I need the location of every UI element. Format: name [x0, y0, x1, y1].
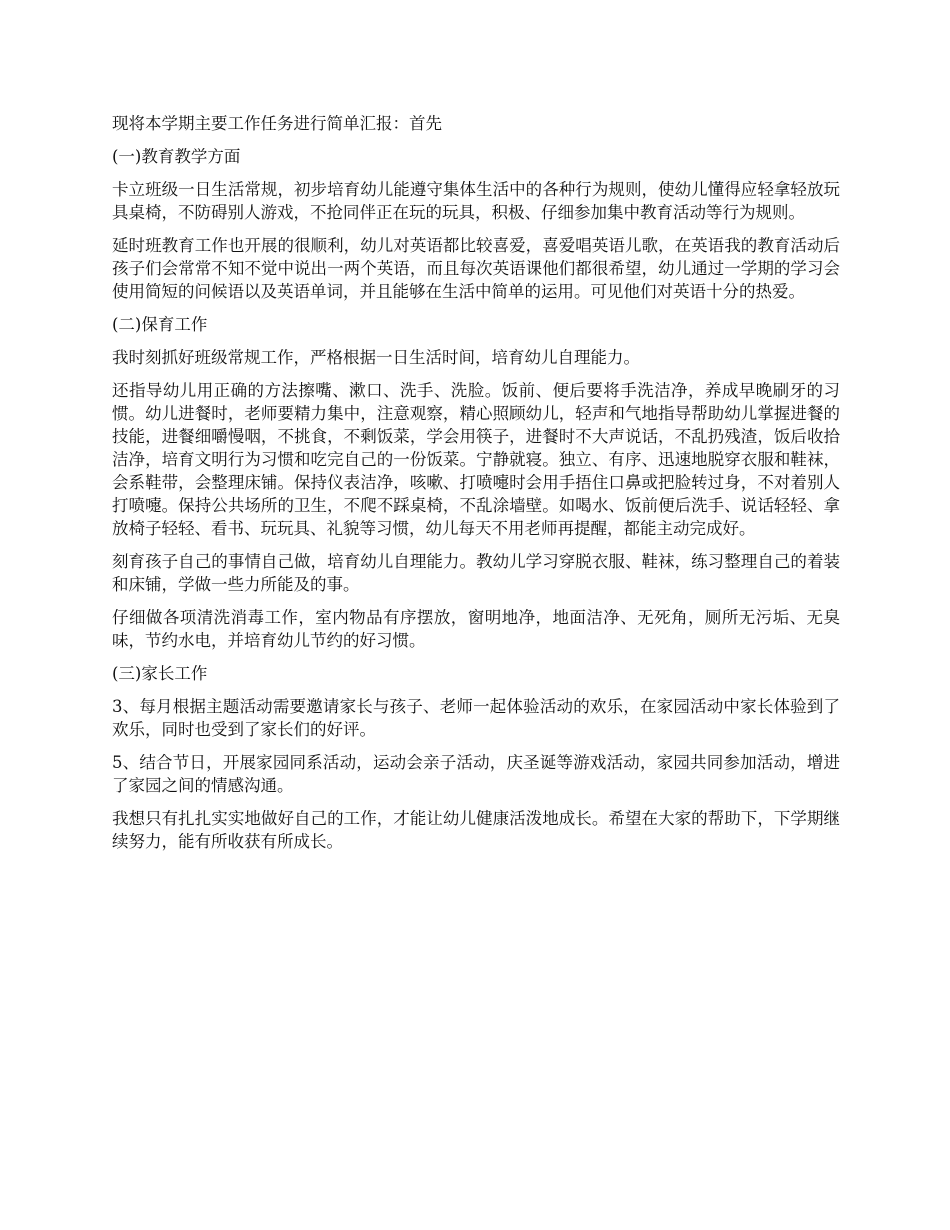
teaching-paragraph-routine: 卡立班级一日生活常规，初步培育幼儿能遵守集体生活中的各种行为规则，使幼儿懂得应轻拿轻放玩具桌椅，不防碍别人游戏，不抢同伴正在玩的玩具，积极、仔细参加集中教育活动等行为规则。 — [112, 180, 840, 222]
section-heading-teaching: (一)教育教学方面 — [112, 147, 241, 166]
section-heading-care: (二)保育工作 — [112, 315, 208, 334]
intro-paragraph: 现将本学期主要工作任务进行简单汇报：首先 — [112, 114, 442, 133]
care-paragraph-selfcare: 刻育孩子自己的事情自己做，培育幼儿自理能力。教幼儿学习穿脱衣服、鞋袜，练习整理自己的着装和床铺，学做一些力所能及的事。 — [112, 552, 840, 594]
care-paragraph-routine: 我时刻抓好班级常规工作，严格根据一日生活时间，培育幼儿自理能力。 — [112, 348, 640, 367]
section-heading-parents: (三)家长工作 — [112, 664, 208, 683]
care-paragraph-hygiene: 还指导幼儿用正确的方法擦嘴、漱口、洗手、洗脸。饭前、便后要将手洗洁净，养成早晚刷牙的习惯。幼儿进餐时，老师要精力集中，注意观察，精心照顾幼儿，轻声和气地指导帮助幼儿掌握进餐的技能，进餐细嚼慢咽，不挑食，不剩饭菜，学会用筷子，进餐时不大声说话，不乱扔残渣，饭后收拾洁净，培育文明行为习惯和吃完自己的一份饭菜。宁静就寝。独立、有序、迅速地脱穿衣服和鞋袜，会系鞋带，会整理床铺。保持仪表洁净，咳嗽、打喷嚏时会用手捂住口鼻或把脸转过身，不对着别人打喷嚏。保持公共场所的卫生，不爬不踩桌椅，不乱涂墙壁。如喝水、饭前便后洗手、说话轻轻、拿放椅子轻轻、看书、玩玩具、礼貌等习惯，幼儿每天不用老师再提醒，都能主动完成好。 — [112, 381, 840, 538]
document-body — [112, 112, 840, 863]
teaching-paragraph-english: 延时班教育工作也开展的很顺利，幼儿对英语都比较喜爱，喜爱唱英语儿歌，在英语我的教育活动后孩子们会常常不知不觉中说出一两个英语，而且每次英语课他们都很希望，幼儿通过一学期的学习会使用简短的问候语以及英语单词，并且能够在生活中简单的运用。可见他们对英语十分的热爱。 — [112, 236, 840, 301]
care-paragraph-cleaning: 仔细做各项清洗消毒工作，室内物品有序摆放，窗明地净，地面洁净、无死角，厕所无污垢、无臭味，节约水电，并培育幼儿节约的好习惯。 — [112, 608, 840, 650]
parents-paragraph-festival: 5、结合节日，开展家园同系活动，运动会亲子活动，庆圣诞等游戏活动，家园共同参加活动，增进了家园之间的情感沟通。 — [112, 753, 840, 795]
closing-paragraph: 我想只有扎扎实实地做好自己的工作，才能让幼儿健康活泼地成长。希望在大家的帮助下，下学期继续努力，能有所收获有所成长。 — [112, 809, 840, 851]
parents-paragraph-monthly: 3、每月根据主题活动需要邀请家长与孩子、老师一起体验活动的欢乐，在家园活动中家长体验到了欢乐，同时也受到了家长们的好评。 — [112, 697, 840, 739]
